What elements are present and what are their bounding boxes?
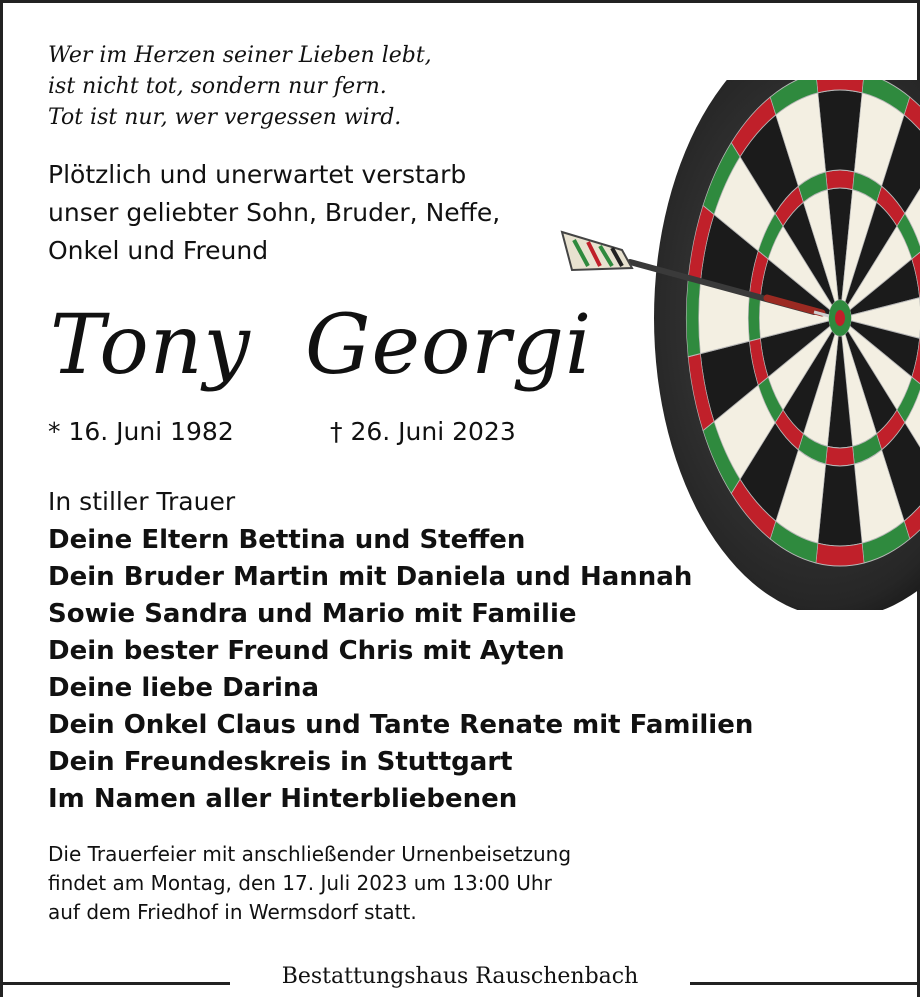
dartboard-with-dart-icon <box>552 80 920 610</box>
quote-line: ist nicht tot, sondern nur fern. <box>48 74 387 99</box>
service-line: findet am Montag, den 17. Juli 2023 um 13:00 Uhr <box>48 871 552 895</box>
memorial-quote <box>48 40 432 133</box>
mourner-line: Dein bester Freund Chris mit Ayten <box>48 636 565 666</box>
intro-line: Onkel und Freund <box>48 236 269 265</box>
mourner-line: Dein Freundeskreis in Stuttgart <box>48 747 513 777</box>
deceased-name: Tony Georgi <box>50 298 593 393</box>
mourner-line: Dein Onkel Claus und Tante Renate mit Familien <box>48 710 754 740</box>
intro-line: Plötzlich und unerwartet verstarb <box>48 160 467 189</box>
death-date: † 26. Juni 2023 <box>330 417 516 446</box>
life-dates <box>48 414 516 450</box>
quote-line: Wer im Herzen seiner Lieben lebt, <box>48 43 432 68</box>
service-line: auf dem Friedhof in Wermsdorf statt. <box>48 900 417 924</box>
birth-date: * 16. Juni 1982 <box>48 417 234 446</box>
mourner-line: Sowie Sandra und Mario mit Familie <box>48 599 577 629</box>
quote-line: Tot ist nur, wer vergessen wird. <box>48 105 402 130</box>
service-line: Die Trauerfeier mit anschließender Urnenbeisetzung <box>48 842 572 866</box>
funeral-home-name: Bestattungshaus Rauschenbach <box>281 964 639 989</box>
mourning-heading: In stiller Trauer <box>48 487 236 516</box>
footer-rule-left <box>0 982 230 985</box>
service-details <box>48 840 571 927</box>
footer-rule-right <box>690 982 920 985</box>
footer <box>0 962 920 1000</box>
death-announcement <box>48 156 500 270</box>
mourner-line: Deine liebe Darina <box>48 673 319 703</box>
mourner-line: Dein Bruder Martin mit Daniela und Hannah <box>48 562 693 592</box>
intro-line: unser geliebter Sohn, Bruder, Neffe, <box>48 198 501 227</box>
mourner-line: Im Namen aller Hinterbliebenen <box>48 784 518 814</box>
mourner-line: Deine Eltern Bettina und Steffen <box>48 525 526 555</box>
